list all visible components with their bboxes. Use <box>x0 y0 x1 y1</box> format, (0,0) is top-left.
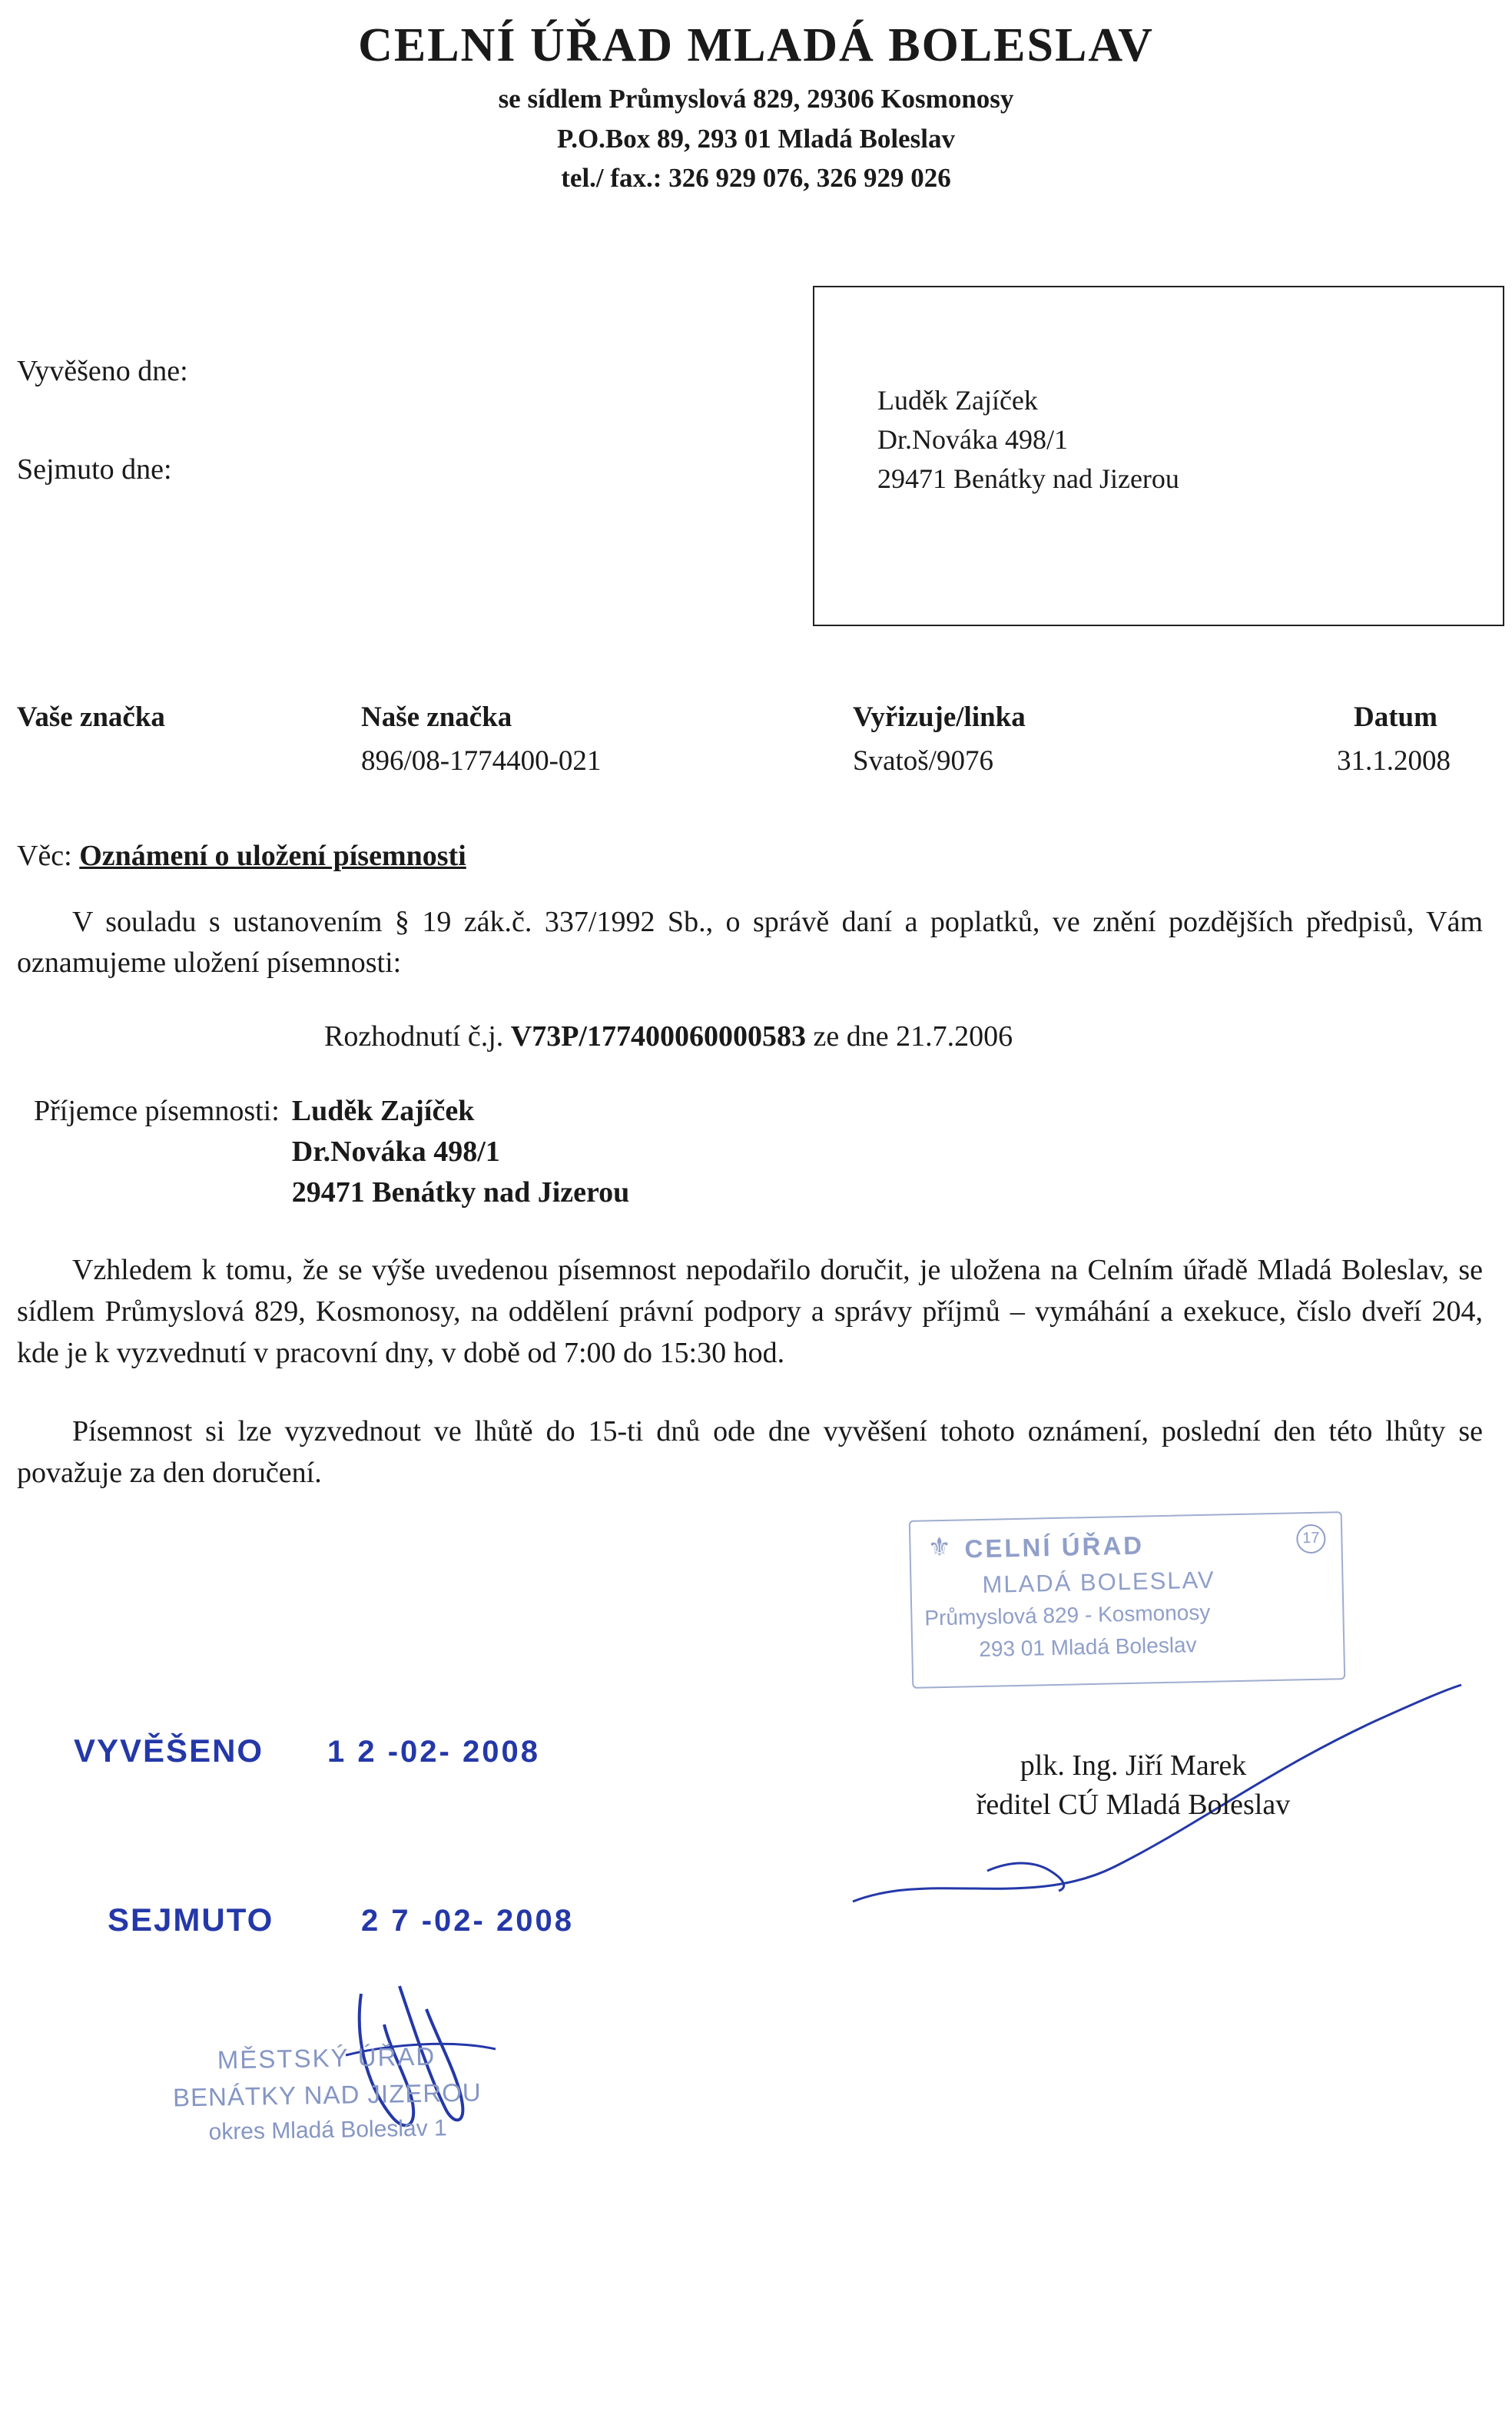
stamp-number-mark: 17 <box>1296 1524 1326 1554</box>
subject-title: Oznámení o uložení písemnosti <box>79 840 466 873</box>
our-reference-label: Naše značka <box>361 701 512 734</box>
address-city: 29471 Benátky nad Jizerou <box>877 463 1179 495</box>
document-body <box>17 902 1483 1494</box>
stamp-line-4: 293 01 Mladá Boleslav <box>978 1632 1197 1661</box>
decision-suffix: ze dne 21.7.2006 <box>813 1020 1013 1053</box>
posted-stamp-date: 1 2 -02- 2008 <box>327 1734 540 1769</box>
posted-date-label: Vyvěšeno dne: <box>17 355 188 388</box>
recipient-address-box <box>813 286 1504 626</box>
recipient-details <box>292 1091 630 1214</box>
recipient-address <box>877 381 1179 499</box>
address-street: Dr.Nováka 498/1 <box>877 424 1068 456</box>
decision-prefix: Rozhodnutí č.j. <box>324 1020 504 1053</box>
recipient-name: Luděk Zajíček <box>291 1094 475 1127</box>
removed-stamp-date: 2 7 -02- 2008 <box>361 1903 574 1938</box>
body-paragraph-3: Písemnost si lze vyzvednout ve lhůtě do 15-ti dnů ode dne vyvěšení tohoto oznámení, poslední den této lhůty se považuje za den doručení. <box>17 1414 1483 1489</box>
recipient-street: Dr.Nováka 498/1 <box>291 1135 500 1168</box>
stamps-and-signature <box>0 1502 1512 2145</box>
recipient-block <box>34 1091 1483 1214</box>
body-paragraph-1: V souladu s ustanovením § 19 zák.č. 337/1992 Sb., o správě daní a poplatků, ve znění pozdějších předpisů, Vám oznamujeme uložení písemnosti: <box>17 906 1483 979</box>
letterhead <box>0 0 1512 195</box>
office-seat: se sídlem Průmyslová 829, 29306 Kosmonosy <box>498 83 1014 114</box>
removed-stamp <box>108 1902 574 1938</box>
stamp-line-1: CELNÍ ÚŘAD <box>964 1530 1145 1563</box>
your-reference <box>17 701 165 744</box>
customs-office-stamp <box>909 1511 1345 1689</box>
date-value: 31.1.2008 <box>1337 745 1451 778</box>
subject-line <box>17 839 1512 873</box>
office-phone: tel./ fax.: 326 929 076, 326 929 026 <box>561 163 951 194</box>
address-name: Luděk Zajíček <box>877 385 1038 416</box>
city-stamp-line-3: okres Mladá Boleslav 1 <box>208 2114 447 2145</box>
posted-stamp <box>74 1733 540 1769</box>
decision-reference <box>324 1016 1483 1056</box>
removed-date-label: Sejmuto dne: <box>17 453 172 486</box>
signer-name: plk. Ing. Jiří Marek <box>1020 1749 1247 1782</box>
signer-role: ředitel CÚ Mladá Boleslav <box>976 1789 1291 1822</box>
stamp-line-3: Průmyslová 829 - Kosmonosy <box>924 1600 1211 1630</box>
office-title: CELNÍ ÚŘAD MLADÁ BOLESLAV <box>358 19 1154 71</box>
signature-block <box>887 1746 1379 1825</box>
our-reference-value: 896/08-1774400-021 <box>361 745 602 778</box>
subject-prefix: Věc: <box>17 840 72 873</box>
municipal-office-stamp <box>172 2037 482 2149</box>
posting-labels <box>17 356 188 553</box>
body-paragraph-2: Vzhledem k tomu, že se výše uvedenou písemnost nepodařilo doručit, je uložena na Celním úřadě Mladá Boleslav, se sídlem Průmyslová 829, Kosmonosy, na oddělení právní podpory a správy příjmů – vymáhání a exekuce, číslo dveří 204, kde je k vyzvednutí v pracovní dny, v době od 7:00 do 15:30 hod. <box>17 1254 1483 1369</box>
coat-of-arms-icon: ⚜ <box>927 1532 952 1563</box>
removed-stamp-word: SEJMUTO <box>108 1901 274 1938</box>
handler-value: Svatoš/9076 <box>853 745 993 778</box>
handler <box>853 701 1026 778</box>
handler-label: Vyřizuje/linka <box>853 701 1026 734</box>
our-reference <box>361 701 601 778</box>
address-section <box>0 286 1512 647</box>
your-reference-label: Vaše značka <box>17 701 165 734</box>
city-stamp-line-2: BENÁTKY NAD JIZEROU <box>172 2077 482 2112</box>
recipient-label: Příjemce písemnosti: <box>34 1094 280 1127</box>
document-date <box>1337 701 1451 778</box>
stamp-line-2: MLADÁ BOLESLAV <box>982 1566 1215 1598</box>
posted-stamp-word: VYVĚŠENO <box>74 1732 264 1769</box>
decision-number: V73P/177400060000583 <box>510 1020 806 1053</box>
date-label: Datum <box>1354 701 1437 734</box>
recipient-city: 29471 Benátky nad Jizerou <box>291 1176 630 1209</box>
reference-row <box>0 701 1512 801</box>
city-stamp-line-1: MĚSTSKÝ ÚŘAD <box>217 2041 436 2074</box>
office-pobox: P.O.Box 89, 293 01 Mladá Boleslav <box>557 123 955 154</box>
